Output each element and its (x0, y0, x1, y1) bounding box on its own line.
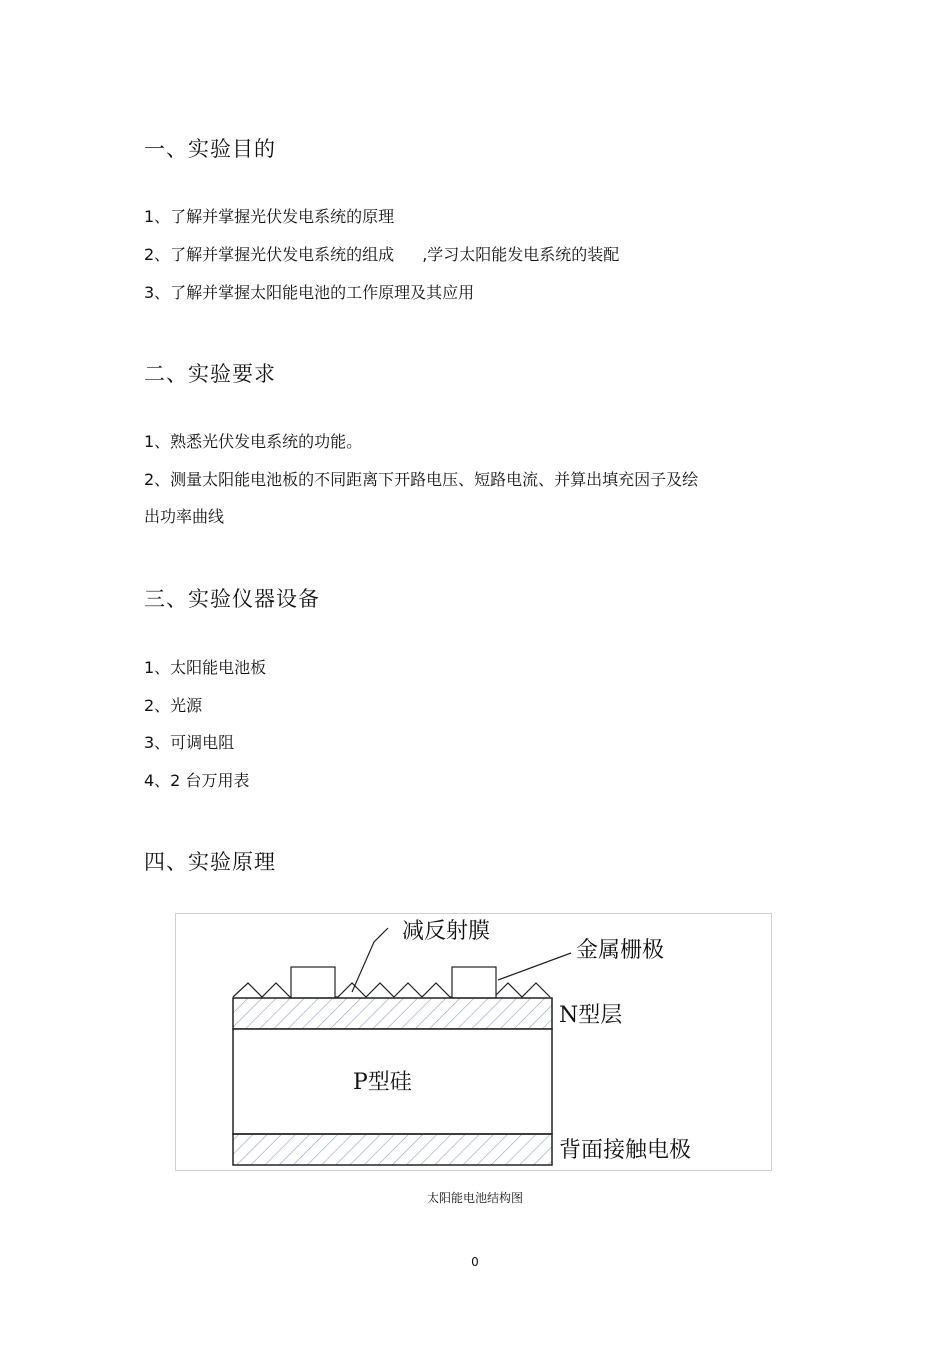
n-type-layer (233, 998, 552, 1029)
back-contact-label: 背面接触电极 (559, 1138, 692, 1163)
requirement-item-1: 1、熟悉光伏发电系统的功能。 (144, 432, 363, 451)
figure-caption: 太阳能电池结构图 (426, 1191, 523, 1205)
page-number: 0 (471, 1255, 479, 1269)
equipment-item-1: 1、太阳能电池板 (144, 658, 267, 677)
section-4-title: 四、实验原理 (144, 850, 276, 874)
metal-grid-contact-right (452, 967, 496, 998)
anti-reflection-label: 减反射膜 (402, 919, 491, 944)
anti-reflection-texture (233, 983, 550, 997)
solar-cell-structure-figure (175, 913, 772, 1171)
n-layer-label: N型层 (559, 1003, 623, 1028)
requirement-item-2-line-1: 2、测量太阳能电池板的不同距离下开路电压、短路电流、并算出填充因子及绘 (144, 470, 699, 489)
p-silicon-label: P型硅 (353, 1070, 412, 1095)
objective-item-3: 3、了解并掌握太阳能电池的工作原理及其应用 (144, 283, 475, 302)
section-1-title: 一、实验目的 (144, 137, 276, 161)
objective-item-2 (144, 244, 619, 266)
metal-grid-label: 金属栅极 (576, 938, 665, 963)
requirement-item-2-line-2: 出功率曲线 (144, 507, 225, 526)
metal-grid-leader (498, 953, 571, 980)
objective-item-1: 1、了解并掌握光伏发电系统的原理 (144, 207, 395, 226)
equipment-item-4: 4、2 台万用表 (144, 771, 250, 790)
equipment-item-2: 2、光源 (144, 696, 203, 715)
metal-grid-contact-left (291, 967, 335, 998)
back-contact-electrode (233, 1134, 552, 1165)
section-3-title: 三、实验仪器设备 (144, 587, 320, 611)
solar-cell-diagram (176, 914, 773, 1172)
objective-item-2-part-2: ,学习太阳能发电系统的装配 (422, 245, 620, 264)
objective-item-2-part-1: 2、了解并掌握光伏发电系统的组成 (144, 245, 395, 264)
section-2-title: 二、实验要求 (144, 362, 276, 386)
equipment-item-3: 3、可调电阻 (144, 733, 235, 752)
anti-reflection-leader (352, 928, 388, 992)
